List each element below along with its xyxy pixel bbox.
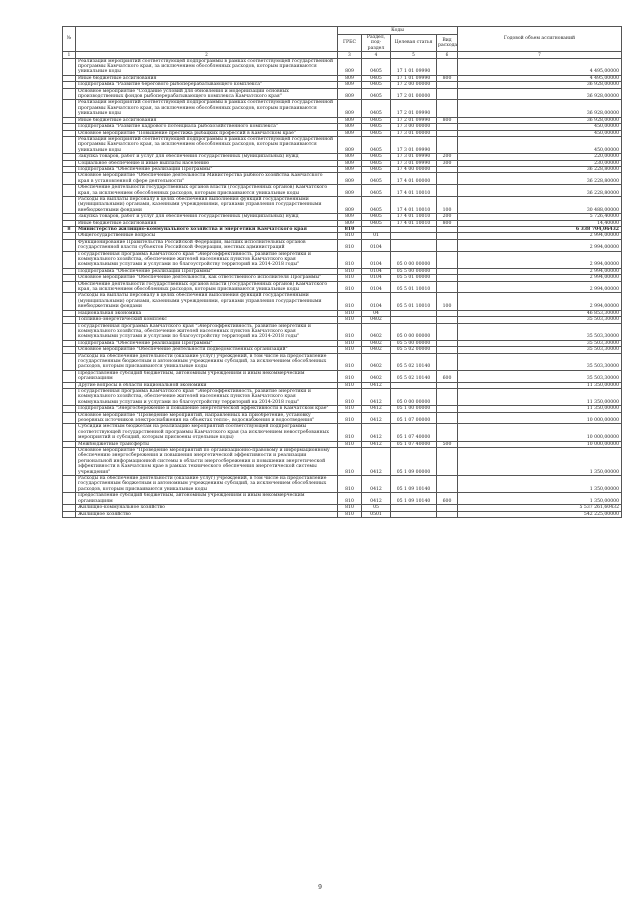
row-name: Основное мероприятие "Обеспечение деятельности Министерства рыбного хозяйства Камчатского края в установленной сфере деятельности" [76, 173, 338, 185]
table-row [63, 136, 622, 153]
row-grbs: 809 [338, 117, 362, 123]
row-razdel: 0104 [362, 293, 391, 310]
row-amount: 10 000,00000 [458, 412, 622, 424]
row-num [63, 58, 76, 75]
row-name: Предоставление субсидий бюджетным, автономным учреждениям и иным некоммерческим организациям [76, 493, 338, 505]
row-amount: 230,00000 [458, 160, 622, 166]
row-num [63, 281, 76, 293]
row-amount: 36 928,00000 [458, 100, 622, 117]
table-row [63, 511, 622, 517]
row-razdel: 0412 [362, 424, 391, 441]
row-amount: 36 928,00000 [458, 88, 622, 100]
row-grbs: 809 [338, 220, 362, 226]
row-expense-type: 300 [437, 160, 458, 166]
row-target-article [391, 239, 437, 251]
row-target-article: 17 2 01 09990 [391, 117, 437, 123]
row-expense-type: 500 [437, 441, 458, 447]
row-target-article: 05 0 00 00000 [391, 388, 437, 405]
row-name: Государственная программа Камчатского края "Энергоэффективность, развитие энергетики и коммунального хозяйства, обеспечение жителей населенных пунктов Камчатского края коммунальными услугами и услугами по благоустройству территорий на 2014-2018 годы" [76, 323, 338, 340]
row-razdel: 0402 [362, 347, 391, 353]
row-razdel: 0412 [362, 388, 391, 405]
row-grbs: 810 [338, 448, 362, 476]
row-name: Основное мероприятие "Создание условий для обновления и модернизации основных производственных фондов рыбоперерабатывающего комплекса Камчатского края" [76, 88, 338, 100]
row-razdel: 0412 [362, 441, 391, 447]
budget-page [62, 26, 622, 518]
row-name: Реализация мероприятий соответствующей подпрограммы в рамках соответствующей государственной программы Камчатского края, за исключением обособленных расходов, которым присваиваются уникальные коды [76, 58, 338, 75]
row-expense-type [437, 88, 458, 100]
index-cell: 5 [391, 52, 437, 58]
row-num [63, 88, 76, 100]
row-expense-type [437, 100, 458, 117]
row-razdel: 0405 [362, 130, 391, 136]
row-name: Закупка товаров, работ и услуг для обеспечения государственных (муниципальных) нужд [76, 154, 338, 160]
row-num [63, 323, 76, 340]
row-name: Министерство жилищно-коммунального хозяйства и энергетики Камчатского края [76, 227, 338, 233]
row-razdel: 0405 [362, 117, 391, 123]
row-amount: 1 350,00000 [458, 476, 622, 493]
row-grbs: 809 [338, 166, 362, 172]
row-target-article: 05 1 07 00000 [391, 412, 437, 424]
row-grbs: 810 [338, 275, 362, 281]
row-num [63, 251, 76, 268]
row-expense-type [437, 58, 458, 75]
row-razdel: 0412 [362, 476, 391, 493]
row-razdel: 0412 [362, 412, 391, 424]
table-row [63, 239, 622, 251]
table-row [63, 185, 622, 197]
row-amount: 11 350,00000 [458, 406, 622, 412]
row-amount: 450,00000 [458, 130, 622, 136]
row-num [63, 136, 76, 153]
row-expense-type: 600 [437, 493, 458, 505]
col-header-sum: Годовой объем ассигнований [458, 27, 622, 52]
row-grbs: 810 [338, 441, 362, 447]
row-amount: 2 994,00000 [458, 281, 622, 293]
row-amount: 542 225,00000 [458, 511, 622, 517]
row-expense-type [437, 424, 458, 441]
row-target-article: 05 5 01 10010 [391, 281, 437, 293]
row-razdel: 0405 [362, 166, 391, 172]
row-razdel: 0104 [362, 275, 391, 281]
row-grbs: 809 [338, 173, 362, 185]
row-razdel: 0412 [362, 493, 391, 505]
row-amount: 1 350,00000 [458, 493, 622, 505]
row-grbs: 809 [338, 75, 362, 81]
row-razdel: 0405 [362, 214, 391, 220]
row-grbs: 810 [338, 412, 362, 424]
row-amount: 10 000,00000 [458, 424, 622, 441]
row-amount: 2 994,00000 [458, 275, 622, 281]
row-num [63, 476, 76, 493]
row-expense-type [437, 476, 458, 493]
row-expense-type [437, 412, 458, 424]
row-target-article: 05 1 09 00000 [391, 448, 437, 476]
row-name: Подпрограмма "Обеспечение реализации Программы" [76, 166, 338, 172]
row-target-article: 05 1 07 40000 [391, 424, 437, 441]
row-expense-type [437, 173, 458, 185]
table-row [63, 173, 622, 185]
row-name: Подпрограмма "Обеспечение реализации Программы" [76, 268, 338, 274]
row-num: 8 [63, 227, 76, 233]
index-cell: 1 [63, 52, 76, 58]
row-amount: 35 503,30000 [458, 347, 622, 353]
row-target-article: 05 5 00 00000 [391, 340, 437, 346]
row-expense-type [437, 323, 458, 340]
row-razdel: 0402 [362, 370, 391, 382]
table-row [63, 448, 622, 476]
row-grbs: 809 [338, 196, 362, 213]
row-name: Топливно-энергетический комплекс [76, 317, 338, 323]
row-target-article: 17 4 01 10010 [391, 196, 437, 213]
row-razdel: 0405 [362, 173, 391, 185]
row-name: Обеспечение деятельности государственных органов власти (государственных органов) Камчатского края, за исключением обособленных расходов, которым присваиваются уникальные коды [76, 281, 338, 293]
col-header-razdel: Раздел, под-раздел [362, 35, 391, 52]
row-name: Закупка товаров, работ и услуг для обеспечения государственных (муниципальных) нужд [76, 214, 338, 220]
row-name: Основное мероприятие "Обеспечение деятельности, как ответственного исполнителя Программы" [76, 275, 338, 281]
row-grbs: 810 [338, 340, 362, 346]
row-razdel: 0104 [362, 268, 391, 274]
row-amount: 46 853,30000 [458, 310, 622, 316]
table-row [63, 412, 622, 424]
row-razdel: 0405 [362, 58, 391, 75]
row-num [63, 293, 76, 310]
row-razdel: 0405 [362, 124, 391, 130]
row-name: Расходы на обеспечение деятельности (оказание услуг) учреждений, в том числе на предоставление государственным бюджетным и автономным учреждениям субсидий, за исключением обособленных расходов, которым присваиваются уникальные коды [76, 353, 338, 370]
row-amount: 14,40000 [458, 220, 622, 226]
row-target-article: 05 1 09 10140 [391, 493, 437, 505]
row-amount: 220,00000 [458, 154, 622, 160]
row-grbs: 810 [338, 293, 362, 310]
row-name: Обеспечение деятельности государственных органов власти (государственных органов) Камчатского края, за исключением обособленных расходов, которым присваиваются уникальные коды [76, 185, 338, 197]
row-name: Расходы на обеспечение деятельности (оказание услуг) учреждений, в том числе на предоставление государственным бюджетным и автономным учреждениям субсидий, за исключением обособленных расходов, которым присваиваются уникальные коды [76, 476, 338, 493]
row-target-article: 17 4 00 00000 [391, 166, 437, 172]
row-grbs: 810 [338, 227, 362, 233]
row-target-article: 05 5 00 00000 [391, 268, 437, 274]
table-row [63, 100, 622, 117]
row-razdel: 0405 [362, 75, 391, 81]
row-amount: 2 994,00000 [458, 251, 622, 268]
row-grbs: 810 [338, 511, 362, 517]
row-grbs: 810 [338, 505, 362, 511]
row-name: Государственная программа Камчатского края "Энергоэффективность, развитие энергетики и коммунального хозяйства, обеспечение жителей населенных пунктов Камчатского края коммунальными услугами и услугами по благоустройству территорий на 2014-2018 годы" [76, 251, 338, 268]
row-target-article: 17 3 01 09990 [391, 160, 437, 166]
index-cell: 3 [338, 52, 362, 58]
row-target-article: 05 0 00 00000 [391, 323, 437, 340]
row-name: Иные бюджетные ассигнования [76, 220, 338, 226]
row-amount: 35 503,30000 [458, 340, 622, 346]
row-name: Жилищное хозяйство [76, 511, 338, 517]
row-amount: 2 994,00000 [458, 233, 622, 239]
row-razdel: 05 [362, 505, 391, 511]
row-grbs: 810 [338, 323, 362, 340]
row-name: Функционирование Правительства Российской Федерации, высших исполнительных органов государственной власти субъектов Российской Федерации, местных администраций [76, 239, 338, 251]
row-target-article: 17 3 01 09990 [391, 136, 437, 153]
row-target-article: 17 2 01 09990 [391, 100, 437, 117]
row-name: Подпрограмма "Развитие берегового рыбоперерабатывающего комплекса" [76, 82, 338, 88]
col-header-grbs: ГРБС [338, 35, 362, 52]
row-razdel: 0104 [362, 281, 391, 293]
row-amount: 4 495,00000 [458, 58, 622, 75]
row-grbs: 810 [338, 353, 362, 370]
row-name: Субсидии местным бюджетам на реализацию мероприятий соответствующей подпрограммы соответствующей государственной программы Камчатского края (за исключением невостребованных мероприятий и субсидий, которым присвоены отдельные коды) [76, 424, 338, 441]
row-amount: 11 350,00000 [458, 388, 622, 405]
row-target-article: 17 3 01 00000 [391, 130, 437, 136]
row-grbs: 809 [338, 130, 362, 136]
row-grbs: 809 [338, 160, 362, 166]
table-row [63, 58, 622, 75]
row-amount: 450,00000 [458, 136, 622, 153]
row-grbs: 809 [338, 214, 362, 220]
row-name: Подпрограмма "Энергосбережение и повышение энергетической эффективности в Камчатском крае" [76, 406, 338, 412]
row-grbs: 809 [338, 154, 362, 160]
table-row [63, 251, 622, 268]
table-row [63, 388, 622, 405]
row-name: Подпрограмма "Обеспечение реализации Программы" [76, 340, 338, 346]
row-num [63, 412, 76, 424]
row-amount: 5 726,40000 [458, 214, 622, 220]
row-amount: 36 228,80000 [458, 185, 622, 197]
row-grbs: 809 [338, 185, 362, 197]
row-name: Расходы на выплаты персоналу в целях обеспечения выполнения функций государственными (муниципальными) органами, казенными учреждениями, органами управления государственными внебюджетными фондами [76, 196, 338, 213]
row-expense-type [437, 353, 458, 370]
row-razdel: 01 [362, 233, 391, 239]
row-razdel: 0412 [362, 382, 391, 388]
index-cell: 4 [362, 52, 391, 58]
row-target-article: 17 4 01 00000 [391, 173, 437, 185]
page-number: 9 [318, 884, 322, 891]
col-header-name [76, 27, 338, 52]
row-expense-type: 600 [437, 370, 458, 382]
row-expense-type [437, 511, 458, 517]
row-target-article: 05 5 02 10140 [391, 370, 437, 382]
row-razdel: 0402 [362, 340, 391, 346]
row-num [63, 185, 76, 197]
table-row [63, 353, 622, 370]
col-header-vr: Вид расхода [437, 35, 458, 52]
row-grbs: 809 [338, 100, 362, 117]
row-num [63, 511, 76, 517]
row-target-article: 05 5 01 10010 [391, 293, 437, 310]
row-name: Межбюджетные трансферты [76, 441, 338, 447]
row-num [63, 196, 76, 213]
row-grbs: 809 [338, 136, 362, 153]
row-grbs: 810 [338, 382, 362, 388]
index-cell: 2 [76, 52, 338, 58]
row-expense-type: 800 [437, 220, 458, 226]
row-target-article: 05 0 00 00000 [391, 251, 437, 268]
row-num [63, 100, 76, 117]
row-razdel: 0402 [362, 353, 391, 370]
row-expense-type [437, 136, 458, 153]
row-name: Основное мероприятие "Повышение престижа рыбацких профессий в Камчатском крае" [76, 130, 338, 136]
row-expense-type: 800 [437, 75, 458, 81]
row-grbs: 809 [338, 58, 362, 75]
row-razdel: 0501 [362, 511, 391, 517]
row-grbs: 810 [338, 424, 362, 441]
row-num [63, 388, 76, 405]
row-num [63, 353, 76, 370]
row-amount: 35 503,30000 [458, 370, 622, 382]
row-name: Расходы на выплаты персоналу в целях обеспечения выполнения функций государственными (муниципальными) органами, казенными учреждениями, органами управления государственными внебюджетными фондами [76, 293, 338, 310]
row-amount: 2 994,00000 [458, 268, 622, 274]
row-grbs: 810 [338, 317, 362, 323]
row-grbs: 810 [338, 493, 362, 505]
row-expense-type: 800 [437, 117, 458, 123]
table-row [63, 88, 622, 100]
row-name: Реализация мероприятий соответствующей подпрограммы в рамках соответствующей государственной программы Камчатского края, за исключением обособленных расходов, которым присваиваются уникальные коды [76, 136, 338, 153]
row-razdel: 0405 [362, 160, 391, 166]
table-row [63, 281, 622, 293]
row-amount: 5 537 261,60432 [458, 505, 622, 511]
row-amount: 36 228,80000 [458, 166, 622, 172]
row-amount: 36 928,00000 [458, 117, 622, 123]
row-name: Жилищно-коммунальное хозяйство [76, 505, 338, 511]
row-name: Общегосударственные вопросы [76, 233, 338, 239]
row-razdel: 0405 [362, 82, 391, 88]
budget-table-body [63, 52, 622, 518]
row-name: Основное мероприятие "Проведение мероприятий по организационно-правовому и информационному обеспечению энергосбережения и повышения энергетической эффективности и реализации региональной информационной системы в области энергосбережения и повышения энергетической эффективности в Камчатском крае в рамках технического обеспечения энергетической системы учреждения" [76, 448, 338, 476]
row-expense-type: 100 [437, 196, 458, 213]
row-target-article: 17 4 01 10010 [391, 185, 437, 197]
row-name: Основное мероприятие "Обеспечение деятельности подведомственных организаций" [76, 347, 338, 353]
table-row [63, 476, 622, 493]
row-razdel: 0405 [362, 88, 391, 100]
row-grbs: 809 [338, 88, 362, 100]
row-grbs: 810 [338, 239, 362, 251]
row-razdel: 0405 [362, 136, 391, 153]
row-target-article: 17 1 01 09990 [391, 75, 437, 81]
row-target-article: 05 1 00 00000 [391, 406, 437, 412]
row-grbs: 809 [338, 124, 362, 130]
row-num [63, 239, 76, 251]
row-grbs: 810 [338, 233, 362, 239]
row-expense-type [437, 388, 458, 405]
row-amount: 450,00000 [458, 124, 622, 130]
row-expense-type [437, 448, 458, 476]
row-num [63, 173, 76, 185]
row-target-article: 05 5 02 10140 [391, 353, 437, 370]
row-amount: 2 994,00000 [458, 293, 622, 310]
row-expense-type: 100 [437, 293, 458, 310]
row-target-article: 17 1 01 09990 [391, 58, 437, 75]
row-grbs: 810 [338, 251, 362, 268]
row-amount: 6 338 704,06432 [458, 227, 622, 233]
row-target-article: 17 3 01 09990 [391, 154, 437, 160]
row-amount: 4 495,00000 [458, 75, 622, 81]
row-amount: 1 350,00000 [458, 448, 622, 476]
col-header-num: № [63, 27, 76, 52]
row-expense-type: 200 [437, 154, 458, 160]
row-num [63, 448, 76, 476]
row-grbs: 810 [338, 281, 362, 293]
col-header-codes: Коды [338, 27, 458, 35]
row-amount: 36 228,80000 [458, 173, 622, 185]
row-razdel: 0412 [362, 448, 391, 476]
row-amount: 2 994,00000 [458, 239, 622, 251]
budget-table [62, 26, 622, 518]
row-name: Иные бюджетные ассигнования [76, 117, 338, 123]
table-row [63, 424, 622, 441]
row-grbs: 810 [338, 310, 362, 316]
row-num [63, 493, 76, 505]
row-target-article: 05 5 02 00000 [391, 347, 437, 353]
row-name: Другие вопросы в области национальной экономики [76, 382, 338, 388]
row-target-article: 17 2 01 00000 [391, 88, 437, 100]
row-target-article: 17 3 00 00000 [391, 124, 437, 130]
row-name: Национальная экономика [76, 310, 338, 316]
row-name: Социальное обеспечение и иные выплаты населению [76, 160, 338, 166]
row-target-article: 05 1 09 10140 [391, 476, 437, 493]
row-target-article: 17 2 00 00000 [391, 82, 437, 88]
row-razdel: 0405 [362, 154, 391, 160]
row-amount: 35 503,30000 [458, 323, 622, 340]
row-target-article: 17 4 01 10010 [391, 214, 437, 220]
row-grbs: 810 [338, 370, 362, 382]
table-row [63, 370, 622, 382]
row-amount: 11 350,00000 [458, 382, 622, 388]
index-cell: 7 [458, 52, 622, 58]
table-row [63, 323, 622, 340]
row-expense-type: 200 [437, 214, 458, 220]
row-name: Государственная программа Камчатского края "Энергоэффективность, развитие энергетики и коммунального хозяйства, обеспечение жителей населенных пунктов Камчатского края коммунальными услугами и услугами по благоустройству территорий на 2014-2018 годы" [76, 388, 338, 405]
row-razdel: 0405 [362, 100, 391, 117]
row-grbs: 810 [338, 347, 362, 353]
row-razdel: 0405 [362, 220, 391, 226]
row-razdel: 0402 [362, 323, 391, 340]
row-razdel: 04 [362, 310, 391, 316]
table-row [63, 493, 622, 505]
row-grbs: 809 [338, 82, 362, 88]
table-row [63, 293, 622, 310]
row-amount: 35 503,30000 [458, 317, 622, 323]
row-grbs: 810 [338, 476, 362, 493]
row-amount: 10 000,00000 [458, 441, 622, 447]
row-name: Предоставление субсидий бюджетным, автономным учреждениям и иным некоммерческим организациям [76, 370, 338, 382]
row-grbs: 810 [338, 268, 362, 274]
row-name: Основное мероприятие "Проведение мероприятий, направленных на приобретение, установку резервных источников электроснабжения на объектах тепло-, водоснабжения и водоотведения" [76, 412, 338, 424]
row-target-article: 17 4 01 10010 [391, 220, 437, 226]
row-target-article: 05 5 01 00000 [391, 275, 437, 281]
row-name: Иные бюджетные ассигнования [76, 75, 338, 81]
row-num [63, 424, 76, 441]
row-expense-type [437, 281, 458, 293]
row-expense-type [437, 239, 458, 251]
row-amount: 35 503,30000 [458, 353, 622, 370]
row-name: Подпрограмма "Развитие кадрового потенциала рыбохозяйственного комплекса" [76, 124, 338, 130]
row-amount: 36 928,00000 [458, 82, 622, 88]
row-expense-type [437, 251, 458, 268]
index-cell: 6 [437, 52, 458, 58]
row-razdel: 0104 [362, 239, 391, 251]
col-header-cs: Целевая статья [391, 35, 437, 52]
row-grbs: 810 [338, 388, 362, 405]
row-expense-type [437, 185, 458, 197]
row-target-article: 05 1 07 40000 [391, 441, 437, 447]
row-name: Реализация мероприятий соответствующей подпрограммы в рамках соответствующей государственной программы Камчатского края, за исключением обособленных расходов, которым присваиваются уникальные коды [76, 100, 338, 117]
table-row [63, 196, 622, 213]
row-razdel: 0412 [362, 406, 391, 412]
row-amount: 30 488,00000 [458, 196, 622, 213]
row-razdel: 0104 [362, 251, 391, 268]
row-razdel: 0402 [362, 317, 391, 323]
row-target-article [391, 511, 437, 517]
row-razdel: 0405 [362, 196, 391, 213]
row-grbs: 810 [338, 406, 362, 412]
row-razdel: 0405 [362, 185, 391, 197]
row-num [63, 370, 76, 382]
